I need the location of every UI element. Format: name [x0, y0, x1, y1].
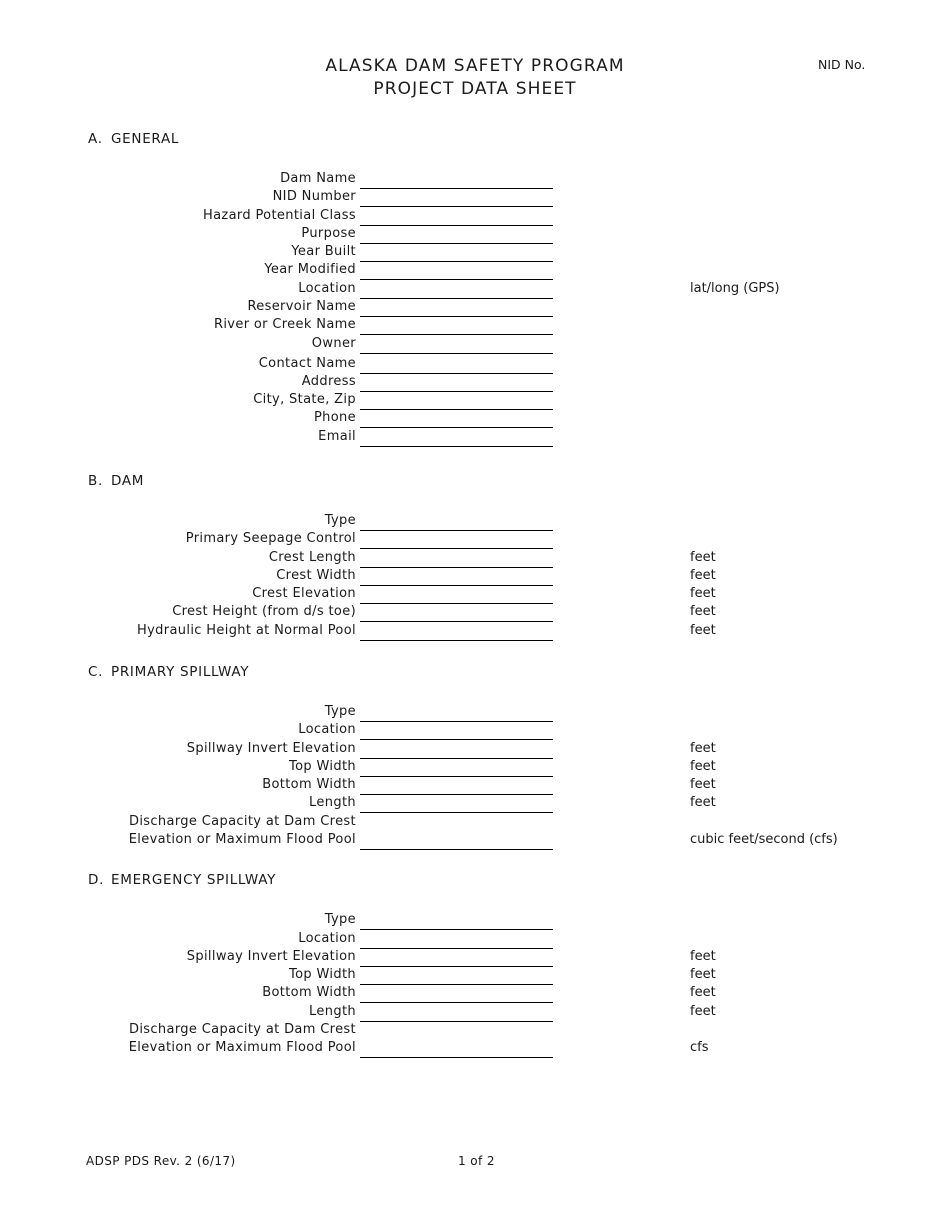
form-row: [0, 334, 950, 352]
section-heading-emergency-spillway: [88, 872, 276, 888]
field-label: Crest Length: [268, 550, 356, 565]
field-label: Type: [324, 704, 356, 719]
form-row: [0, 965, 950, 983]
form-row: [0, 739, 950, 757]
section-heading-dam: [88, 473, 144, 489]
form-row: [0, 242, 950, 260]
field-input-line[interactable]: [360, 723, 553, 740]
field-input-line[interactable]: [360, 190, 553, 207]
section-heading-general: [88, 131, 179, 147]
field-label: Type: [324, 513, 356, 528]
field-label: Location: [298, 722, 356, 737]
field-unit: feet: [690, 985, 716, 1000]
section-heading-primary-spillway: [88, 664, 249, 680]
field-label: Reservoir Name: [247, 299, 356, 314]
section-title: DAM: [111, 473, 145, 489]
field-label: Discharge Capacity at Dam Crest: [128, 1022, 356, 1037]
field-unit: cfs: [690, 1040, 709, 1055]
section-letter: D.: [88, 872, 105, 888]
section-title: PRIMARY SPILLWAY: [111, 664, 250, 680]
form-row: [0, 354, 950, 372]
field-label: Hydraulic Height at Normal Pool: [137, 623, 356, 638]
form-row: [0, 315, 950, 333]
form-row: [0, 390, 950, 408]
section-letter: C.: [88, 664, 104, 680]
form-row: [0, 910, 950, 928]
field-input-line[interactable]: [360, 318, 553, 335]
field-unit: feet: [690, 604, 716, 619]
field-label: Email: [318, 429, 356, 444]
form-title-line1: ALASKA DAM SAFETY PROGRAM: [325, 56, 625, 76]
field-label: Owner: [311, 336, 356, 351]
field-label: Year Modified: [264, 262, 356, 277]
field-label: Year Built: [291, 244, 356, 259]
form-row: [0, 621, 950, 639]
form-row: [0, 206, 950, 224]
field-input-line[interactable]: [360, 1041, 553, 1058]
field-label: Type: [324, 912, 356, 927]
form-row: [0, 947, 950, 965]
form-row: [0, 279, 950, 297]
form-row: [0, 720, 950, 738]
nid-number-label: NID No.: [818, 57, 866, 72]
page-number: 1 of 2: [458, 1154, 495, 1168]
form-row: [0, 529, 950, 547]
form-row: [0, 408, 950, 426]
field-input-line[interactable]: [360, 430, 553, 447]
field-input-line[interactable]: [360, 913, 553, 930]
form-row: [0, 187, 950, 205]
form-row: [0, 1002, 950, 1020]
field-label: Location: [298, 281, 356, 296]
field-unit: feet: [690, 795, 716, 810]
field-label: Purpose: [301, 226, 356, 241]
field-unit: feet: [690, 949, 716, 964]
form-title-line2: PROJECT DATA SHEET: [373, 79, 577, 99]
field-input-line[interactable]: [360, 986, 553, 1003]
form-row: [0, 169, 950, 187]
form-row: [0, 983, 950, 1001]
section-title: GENERAL: [111, 131, 180, 147]
field-label: Elevation or Maximum Flood Pool: [128, 832, 356, 847]
field-unit: feet: [690, 550, 716, 565]
form-row: [0, 702, 950, 720]
field-input-line[interactable]: [360, 624, 553, 641]
field-input-line[interactable]: [360, 337, 553, 354]
field-label: Contact Name: [258, 356, 356, 371]
field-unit: feet: [690, 967, 716, 982]
form-row: [0, 793, 950, 811]
field-label: Dam Name: [280, 171, 356, 186]
field-unit: feet: [690, 759, 716, 774]
form-row: [0, 812, 950, 830]
field-unit: feet: [690, 741, 716, 756]
field-label: Phone: [313, 410, 356, 425]
field-label: Spillway Invert Elevation: [186, 949, 356, 964]
form-row: [0, 1038, 950, 1056]
field-label: Location: [298, 931, 356, 946]
field-unit: cubic feet/second (cfs): [690, 832, 838, 847]
form-row: [0, 602, 950, 620]
field-label: City, State, Zip: [253, 392, 356, 407]
form-row: [0, 260, 950, 278]
form-row: [0, 372, 950, 390]
field-label: NID Number: [272, 189, 356, 204]
field-unit: feet: [690, 1004, 716, 1019]
field-input-line[interactable]: [360, 411, 553, 428]
form-row: [0, 511, 950, 529]
field-label: Top Width: [289, 759, 356, 774]
field-label: Crest Width: [276, 568, 356, 583]
field-input-line[interactable]: [360, 796, 553, 813]
form-row: [0, 1020, 950, 1038]
section-letter: B.: [88, 473, 103, 489]
form-row: [0, 297, 950, 315]
section-letter: A.: [88, 131, 103, 147]
form-row: [0, 929, 950, 947]
field-label: Primary Seepage Control: [185, 531, 356, 546]
field-unit: lat/long (GPS): [690, 281, 780, 296]
field-label: Crest Elevation: [252, 586, 356, 601]
form-row: [0, 566, 950, 584]
field-unit: feet: [690, 623, 716, 638]
field-input-line[interactable]: [360, 833, 553, 850]
field-input-line[interactable]: [360, 605, 553, 622]
field-label: Discharge Capacity at Dam Crest: [128, 814, 356, 829]
field-input-line[interactable]: [360, 532, 553, 549]
field-label: Address: [301, 374, 356, 389]
form-row: [0, 830, 950, 848]
field-label: Bottom Width: [262, 985, 356, 1000]
field-unit: feet: [690, 568, 716, 583]
form-row: [0, 775, 950, 793]
form-row: [0, 757, 950, 775]
field-unit: feet: [690, 777, 716, 792]
field-input-line[interactable]: [360, 263, 553, 280]
section-title: EMERGENCY SPILLWAY: [111, 872, 277, 888]
field-label: Spillway Invert Elevation: [186, 741, 356, 756]
field-label: River or Creek Name: [213, 317, 356, 332]
form-row: [0, 584, 950, 602]
field-label: Length: [309, 1004, 356, 1019]
field-label: Crest Height (from d/s toe): [172, 604, 356, 619]
field-label: Elevation or Maximum Flood Pool: [128, 1040, 356, 1055]
field-label: Length: [309, 795, 356, 810]
field-unit: feet: [690, 586, 716, 601]
form-row: [0, 548, 950, 566]
field-label: Top Width: [289, 967, 356, 982]
field-label: Hazard Potential Class: [202, 208, 356, 223]
form-revision-id: ADSP PDS Rev. 2 (6/17): [86, 1154, 236, 1168]
form-row: [0, 224, 950, 242]
form-row: [0, 427, 950, 445]
field-label: Bottom Width: [262, 777, 356, 792]
